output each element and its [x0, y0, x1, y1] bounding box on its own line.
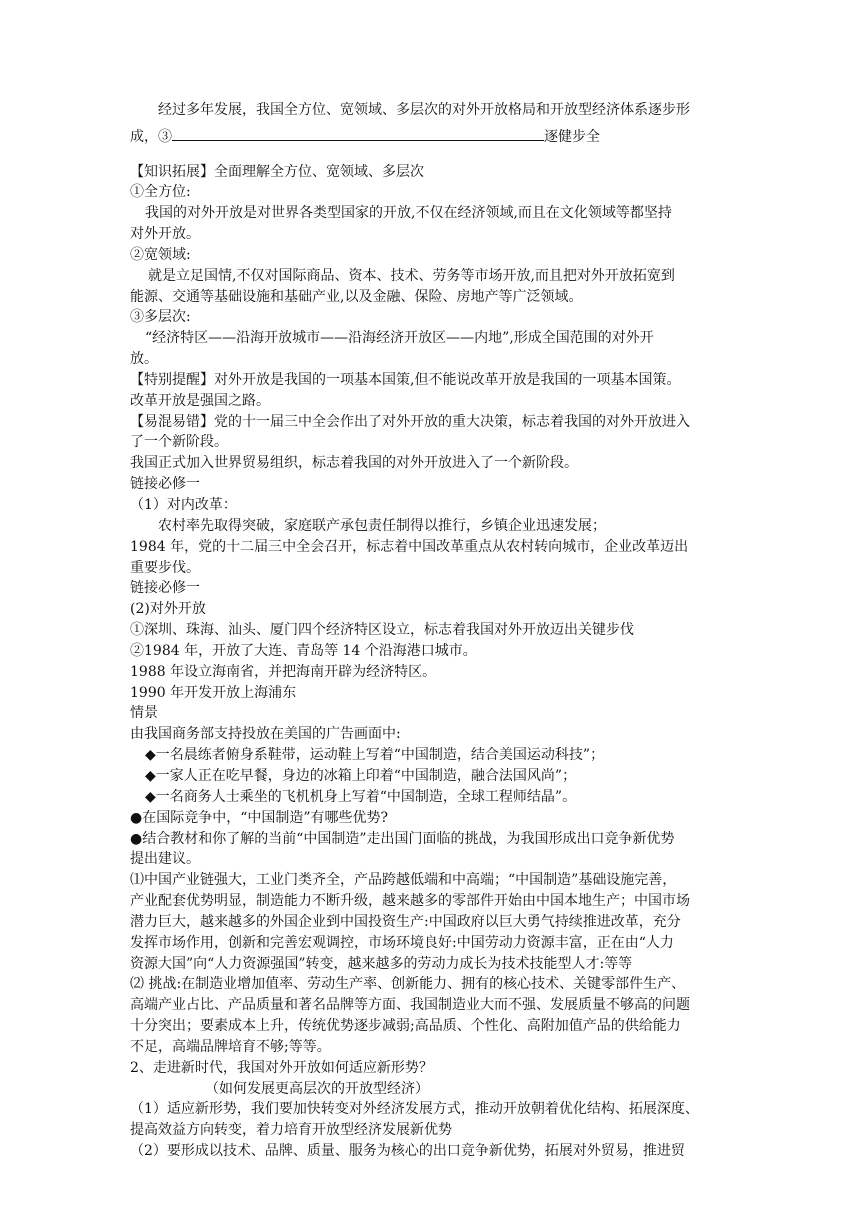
- section-heading: 【知识拓展】全面理解全方位、宽领域、多层次: [130, 164, 424, 180]
- text-line: 1984 年，党的十二届三中全会召开，标志着中国改革重点从农村转向城市，企业改革迈出: [130, 539, 689, 555]
- text-line: 对外开放。: [130, 226, 200, 242]
- text-line: （2）要形成以技术、品牌、质量、服务为核心的出口竞争新优势，拓展对外贸易，推进贸: [130, 1143, 685, 1159]
- text-line: 农村率先取得突破，家庭联产承包责任制得以推行，乡镇企业迅速发展；: [158, 518, 606, 534]
- text-line: 产业配套优势明显，制造能力不断升级，越来越多的零部件开始由中国本地生产；中国市场: [130, 893, 690, 909]
- text-line: ②宽领域:: [130, 247, 191, 263]
- text-line: ①全方位:: [130, 184, 191, 200]
- text-line: ③多层次:: [130, 309, 191, 325]
- text-line: 高端产业占比、产品质量和著名品牌等方面、我国制造业大而不强、发展质量不够高的问题: [130, 997, 690, 1013]
- text-line: 重要步伐。: [130, 560, 200, 576]
- text-line: 不足，高端品牌培育不够;等等。: [130, 1039, 331, 1055]
- text-line: 十分突出；要素成本上升，传统优势逐步减弱;高品质、个性化、高附加值产品的供给能力: [130, 1018, 681, 1034]
- text-line: 1988 年设立海南省，并把海南开辟为经济特区。: [130, 664, 437, 680]
- text-line: 发挥市场作用，创新和完善宏观调控，市场环境良好:中国劳动力资源丰富，正在由“人力: [130, 935, 674, 951]
- text-line: “经济特区——沿海开放城市——沿海经济开放区——内地”,形成全国范围的对外开: [145, 330, 654, 346]
- text-line: ②1984 年，开放了大连、青岛等 14 个沿海港口城市。: [130, 643, 477, 659]
- text-line: ⑴中国产业链强大，工业门类齐全，产品跨越低端和中高端；“中国制造”基础设施完善，: [130, 872, 677, 888]
- text-line: 链接必修一: [130, 476, 200, 492]
- text-line: 【易混易错】党的十一届三中全会作出了对外开放的重大决策，标志着我国的对外开放进入: [130, 414, 690, 430]
- text-line: 了一个新阶段。: [130, 434, 228, 450]
- text-line: 由我国商务部支持投放在美国的广告画面中:: [130, 726, 401, 742]
- text-line: ⑵ 挑战:在制造业增加值率、劳动生产率、创新能力、拥有的核心技术、关键零部件生产、: [130, 976, 686, 992]
- text-line: 改革开放是强国之路。: [130, 393, 270, 409]
- text-line: 链接必修一: [130, 580, 200, 596]
- text-line: 情景: [130, 705, 158, 721]
- bullet-line: ◆一家人正在吃早餐，身边的冰箱上印着“中国制造，融合法国风尚”；: [145, 768, 577, 784]
- text-line: 潜力巨大，越来越多的外国企业到中国投资生产:中国政府以巨大勇气持续推进改革，充分: [130, 914, 681, 930]
- subheading: （如何发展更高层次的开放型经济）: [205, 1081, 429, 1097]
- text-line: 成，③ 逐健步全: [130, 125, 730, 146]
- question-line: ●结合教材和你了解的当前“中国制造”走出国门面临的挑战，为我国形成出口竞争新优势: [130, 831, 675, 847]
- text-line: (2)对外开放: [130, 601, 206, 617]
- text-line: 经过多年发展，我国全方位、宽领域、多层次的对外开放格局和开放型经济体系逐步形: [158, 102, 690, 118]
- text-line: 【特别提醒】对外开放是我国的一项基本国策,但不能说改革开放是我国的一项基本国策。: [130, 372, 681, 388]
- text-line: 我国正式加入世界贸易组织，标志着我国的对外开放进入了一个新阶段。: [130, 455, 578, 471]
- text-line: （1）适应新形势，我们要加快转变对外经济发展方式，推动开放朝着优化结构、拓展深度、: [130, 1101, 699, 1117]
- bullet-line: ◆一名商务人士乘坐的飞机机身上写着“中国制造，全球工程师结晶”。: [145, 789, 577, 805]
- text-line: 放。: [130, 351, 158, 367]
- text-line: 1990 年开发开放上海浦东: [130, 685, 297, 701]
- text-line: 就是立足国情,不仅对国际商品、资本、技术、劳务等市场开放,而且把对外开放拓宽到: [148, 268, 675, 284]
- question-line: ●在国际竞争中，“中国制造”有哪些优势?: [130, 810, 389, 826]
- fill-in-blank: [172, 125, 544, 141]
- text-line: 我国的对外开放是对世界各类型国家的开放,不仅在经济领域,而且在文化领域等都坚持: [145, 205, 672, 221]
- text-line: （1）对内改革：: [130, 497, 237, 513]
- section-heading: 2、走进新时代，我国对外开放如何适应新形势？: [130, 1060, 433, 1076]
- text-line: 能源、交通等基础设施和基础产业,以及金融、保险、房地产等广泛领域。: [130, 289, 583, 305]
- text-line: 资源大国”向“人力资源强国”转变，越来越多的劳动力成长为技术技能型人才:等等: [130, 956, 633, 972]
- text-line: ①深圳、珠海、汕头、厦门四个经济特区设立，标志着我国对外开放迈出关键步伐: [130, 622, 634, 638]
- bullet-line: ◆一名晨练者俯身系鞋带，运动鞋上写着“中国制造，结合美国运动科技”；: [145, 747, 605, 763]
- text-line: 提高效益方向转变，着力培育开放型经济发展新优势: [130, 1122, 452, 1138]
- text-line: 提出建议。: [130, 851, 200, 867]
